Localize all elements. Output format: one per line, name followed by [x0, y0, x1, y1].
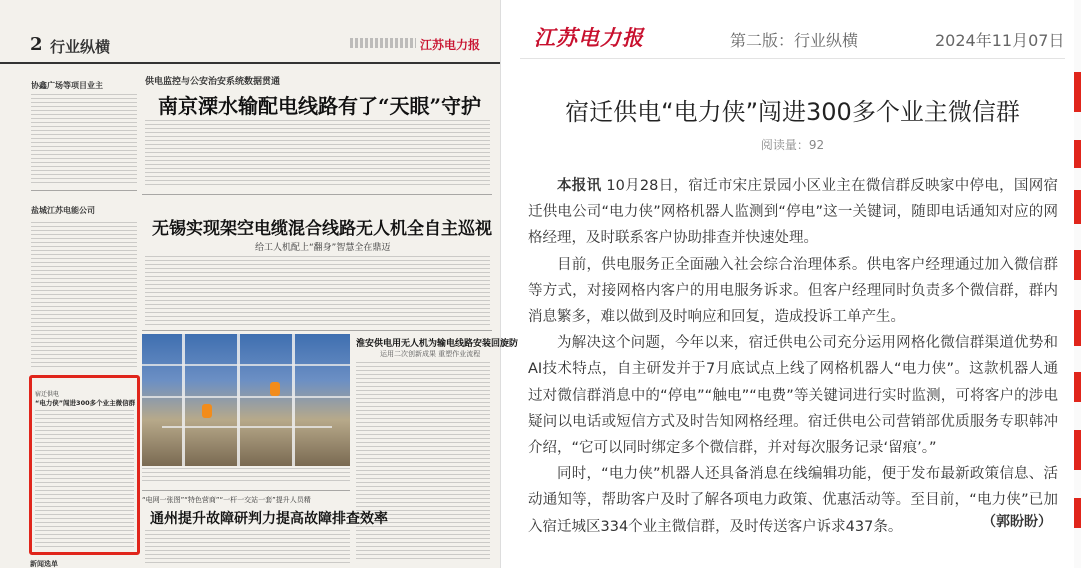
paper-left-text-block: [31, 94, 137, 184]
article-paragraph: 为解决这个问题，今年以来，宿迁供电公司充分运用网格化微信群渠道优势和AI技术特点，自主研发并于7月底试点上线了网格机器人“电力侠”。这款机器人通过对微信群消息中的“停电”“触电”“电费”等关键词进行实时监测，可将客户的涉电疑问以电话或短信方式及时告知网格经理。宿迁供电公司营销部优质服务专职韩冲介绍，“它可以同时绑定多个微信群，并对每次服务记录‘留痕’。”: [528, 335, 1058, 457]
paper-photo-caption: [142, 468, 350, 482]
paper-highlight-kicker: 宿迁供电: [35, 391, 60, 398]
article-paragraph: 同时，“电力侠”机器人还具备消息在线编辑功能，便于发布最新政策信息、活动通知等，帮助客户及时了解各项电力政策、优惠活动等。至目前，“电力侠”已加入宿迁城区334个业主微信群，及时传送客户诉求437条。: [528, 466, 1058, 535]
paper-divider: [142, 194, 492, 195]
edition-label[interactable]: 第二版：行业纵横: [730, 31, 859, 50]
paper-divider: [142, 490, 350, 491]
read-count: 阅读量：92: [760, 138, 825, 152]
article-paragraph: [528, 173, 1058, 252]
photo-tower: [182, 334, 185, 466]
photo-beam: [142, 396, 350, 398]
paper-footer-label: 新闻选单: [30, 560, 58, 568]
scroll-marker[interactable]: [1074, 190, 1081, 224]
paper-left-text-block-2: [31, 222, 137, 370]
paper-divider: [142, 330, 492, 331]
paper-news-photo: [142, 334, 350, 466]
article-paragraph: 目前，供电服务正全面融入社会综合治理体系。供电客户经理通过加入微信群等方式，对接网格内客户的用电服务诉求。但客户经理同时负责多个微信群，群内消息繁多，难以做到及时响应和回复，造成投诉工单产生。: [528, 256, 1058, 326]
article-lead-tag: 本报讯: [557, 178, 602, 194]
paper-story2-headline: 无锡实现架空电缆混合线路无人机全自主巡视: [152, 219, 492, 239]
photo-tower: [292, 334, 295, 466]
paper-divider: [31, 190, 137, 191]
paper-story3-text: [356, 362, 490, 562]
article-paragraph-text: 10月28日，宿迁市宋庄景园小区业主在微信群反映家中停电，国网宿迁供电公司“电力侠”网格机器人监测到“停电”这一关键词，随即电话通知对应的网格经理，及时联系客户协助排查并快速处理。: [528, 178, 1059, 247]
paper-story2-text: [145, 256, 490, 326]
paper-story4-text: [145, 530, 350, 566]
highlighted-article-box[interactable]: [29, 375, 140, 555]
paper-page-number: 2: [30, 34, 43, 55]
paper-story1-headline: 南京溧水输配电线路有了“天眼”守护: [158, 94, 482, 118]
photo-worker: [270, 382, 280, 396]
paper-story1-text: [145, 120, 490, 188]
paper-masthead-meta: [350, 38, 416, 48]
photo-worker: [202, 404, 212, 418]
photo-tower: [237, 334, 240, 466]
scroll-marker[interactable]: [1074, 498, 1081, 528]
scroll-marker[interactable]: [1074, 250, 1081, 280]
paper-story1-kicker: 供电监控与公安治安系统数据贯通: [145, 77, 281, 87]
side-scroll-strip[interactable]: [1074, 0, 1081, 568]
paper-story4-headline: 通州提升故障研判力提高故障排查效率: [150, 511, 388, 527]
paper-left-item-title: 协鑫广场等项目业主: [31, 81, 103, 90]
scroll-marker[interactable]: [1074, 372, 1081, 402]
paper-story3-subtitle: 运用二次创新成果 重塑作业流程: [380, 350, 481, 358]
scroll-marker[interactable]: [1074, 140, 1081, 168]
article-title: 宿迁供电“电力侠”闯进300多个业主微信群: [565, 98, 1020, 126]
photo-beam: [142, 364, 350, 366]
paper-section-name: 行业纵横: [50, 38, 111, 56]
paper-masthead-logo: 江苏电力报: [420, 38, 481, 52]
article-header: [520, 18, 1065, 59]
article-panel: [520, 0, 1065, 568]
paper-story2-subtitle: 给工人机配上“翻身”智慧全在鼎迈: [255, 243, 391, 253]
paper-page-header: [0, 30, 500, 64]
paper-story3-headline: 淮安供电用无人机为输电线路安装回旋防: [356, 339, 519, 349]
newspaper-page-thumbnail[interactable]: [0, 0, 519, 568]
paper-left-item-title-2: 盐城江苏电能公司: [31, 206, 95, 215]
scroll-marker[interactable]: [1074, 430, 1081, 470]
article-body: [528, 173, 1058, 540]
edition-date: 2024年11月07日: [935, 31, 1065, 50]
article-author: （郭盼盼）: [982, 514, 1052, 530]
scroll-marker[interactable]: [1074, 310, 1081, 346]
photo-beam: [162, 426, 332, 428]
scroll-marker[interactable]: [1074, 72, 1081, 112]
paper-highlight-title: “电力侠”闯进300多个业主微信群: [35, 399, 136, 407]
newspaper-logo: 江苏电力报: [534, 25, 644, 50]
paper-story4-kicker: “电网一张图”“特色营商”“一杆一交站一套”提升人员精: [142, 496, 311, 504]
